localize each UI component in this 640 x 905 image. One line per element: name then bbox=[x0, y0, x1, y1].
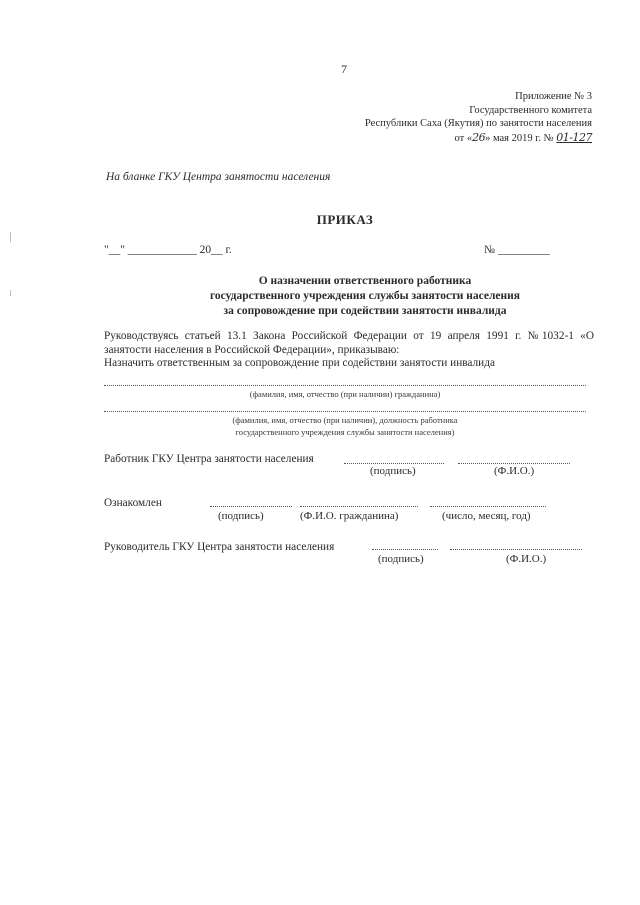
worker-caption-line1: (фамилия, имя, отчество (при наличии), должность работника bbox=[232, 415, 458, 425]
letterhead-note: На бланке ГКУ Центра занятости населения bbox=[106, 171, 331, 183]
subject-line: государственного учреждения службы занятости населения bbox=[209, 290, 521, 302]
head-label: Руководитель ГКУ Центра занятости населения bbox=[104, 541, 335, 553]
employee-fio-line bbox=[458, 463, 570, 464]
subject-line: за сопровождение при содействии занятости инвалида bbox=[223, 305, 507, 317]
citizen-fill-line bbox=[104, 385, 586, 386]
acquainted-label: Ознакомлен bbox=[104, 497, 162, 509]
employee-fio-caption: (Ф.И.О.) bbox=[494, 465, 535, 477]
date-mid: » мая 2019 г. № bbox=[485, 132, 554, 144]
employee-signature-line bbox=[344, 463, 444, 464]
handwritten-day: 26 bbox=[472, 130, 486, 144]
scan-edge-mark bbox=[10, 232, 11, 242]
page-number: 7 bbox=[341, 62, 347, 76]
worker-fill-line bbox=[104, 411, 586, 412]
acquainted-date-line bbox=[430, 506, 546, 507]
order-number-field: № _________ bbox=[484, 244, 550, 256]
order-body bbox=[104, 330, 594, 371]
employee-label: Работник ГКУ Центра занятости населения bbox=[104, 453, 314, 465]
order-subject bbox=[0, 274, 640, 319]
acquainted-fio-caption: (Ф.И.О. гражданина) bbox=[300, 510, 399, 522]
head-fio-caption: (Ф.И.О.) bbox=[506, 553, 547, 565]
citizen-caption: (фамилия, имя, отчество (при наличии) гражданина) bbox=[249, 389, 441, 399]
handwritten-order-number: 01-127 bbox=[556, 130, 592, 144]
head-fio-line bbox=[450, 549, 582, 550]
employee-signature-caption: (подпись) bbox=[370, 465, 416, 477]
date-field: "__" ____________ 20__ г. bbox=[104, 244, 232, 256]
appendix-date-line bbox=[365, 131, 592, 146]
legal-basis-paragraph: Руководствуясь статьей 13.1 Закона Российской Федерации от 19 апреля 1991 г. №1032-1 «О занятости населения в Российской Федерации», приказываю: bbox=[104, 330, 594, 356]
acquainted-signature-line bbox=[210, 506, 292, 507]
appoint-line: Назначить ответственным за сопровождение при содействии занятости инвалида bbox=[104, 357, 495, 369]
acquainted-fio-line bbox=[300, 506, 418, 507]
date-prefix: от « bbox=[454, 132, 473, 144]
appendix-line: Государственного комитета bbox=[469, 104, 592, 116]
worker-caption-line2: государственного учреждения службы занятости населения) bbox=[235, 427, 455, 437]
acquainted-signature-caption: (подпись) bbox=[218, 510, 264, 522]
head-signature-line bbox=[372, 549, 438, 550]
acquainted-date-caption: (число, месяц, год) bbox=[442, 510, 531, 522]
head-signature-caption: (подпись) bbox=[378, 553, 424, 565]
document-title: ПРИКАЗ bbox=[316, 212, 374, 227]
appendix-line: Приложение № 3 bbox=[515, 91, 592, 102]
subject-line: О назначении ответственного работника bbox=[258, 275, 472, 287]
appendix-block bbox=[365, 90, 592, 145]
appendix-line: Республики Саха (Якутия) по занятости населения bbox=[364, 118, 592, 129]
